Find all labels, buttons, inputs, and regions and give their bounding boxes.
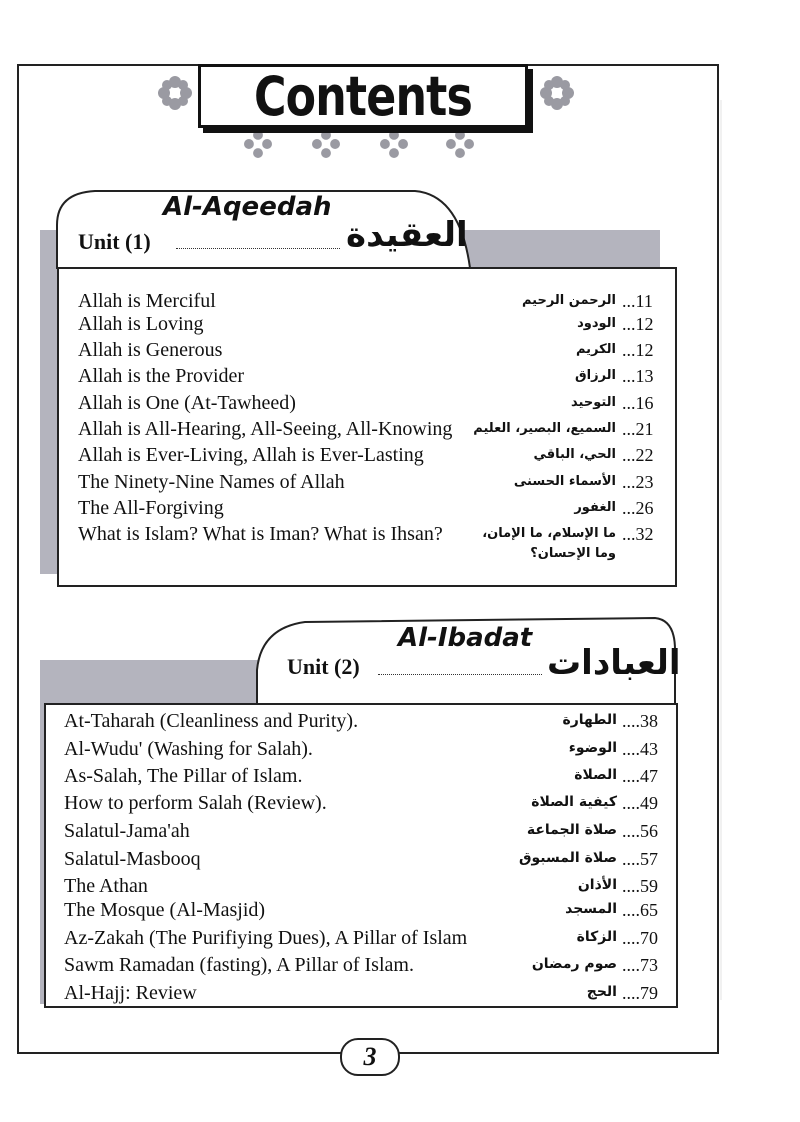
toc-item-page: ....65 <box>622 900 658 920</box>
toc-item-title: Allah is Ever-Living, Allah is Ever-Lasting <box>78 444 424 466</box>
toc-item-arabic: الحي، الباقي <box>533 447 616 462</box>
toc-item-page: ....73 <box>622 955 658 975</box>
toc-item-arabic: الصلاة <box>574 767 617 783</box>
toc-item-title: Salatul-Jama'ah <box>64 820 190 842</box>
toc-item-arabic: الطهارة <box>562 712 617 728</box>
flower-ornament-icon <box>158 76 192 110</box>
toc-item-page: ...23 <box>622 472 654 492</box>
toc-item-page: ....57 <box>622 849 658 869</box>
toc-item-page: ...12 <box>622 314 654 334</box>
toc-item-title: As-Salah, The Pillar of Islam. <box>64 765 303 787</box>
toc-item-page: ....70 <box>622 928 658 948</box>
flower-ornament-icon <box>244 130 272 158</box>
unit2-label: Unit (2) <box>287 654 360 679</box>
toc-item-title: Al-Hajj: Review <box>64 982 197 1004</box>
toc-item-arabic: الوضوء <box>568 740 617 756</box>
toc-item-page: ....49 <box>622 793 658 813</box>
toc-item-title: Salatul-Masbooq <box>64 848 201 870</box>
toc-item-title: Allah is Generous <box>78 339 223 361</box>
toc-item-arabic: الرزاق <box>575 368 616 383</box>
flower-ornament-icon <box>540 76 574 110</box>
toc-item-title: What is Islam? What is Iman? What is Ihsan? <box>78 523 443 545</box>
toc-item-page: ....59 <box>622 876 658 896</box>
toc-item-page: ...32 <box>622 524 654 544</box>
toc-item-title: Al-Wudu' (Washing for Salah). <box>64 738 313 760</box>
flower-ornament-icon <box>446 130 474 158</box>
toc-item-arabic-line2: وما الإحسان؟ <box>530 546 616 561</box>
toc-item-arabic: الودود <box>577 316 616 331</box>
toc-item-arabic: الحج <box>586 984 617 1000</box>
title-box <box>198 64 528 128</box>
toc-item-arabic: الرحمن الرحيم <box>521 293 616 308</box>
toc-item-page: ...12 <box>622 340 654 360</box>
bleed-through <box>720 100 722 1000</box>
toc-item-arabic: صلاة الجماعة <box>526 822 617 838</box>
toc-item-arabic: الأذان <box>577 877 617 893</box>
toc-item-title: The All-Forgiving <box>78 497 224 519</box>
toc-item-title: The Ninety-Nine Names of Allah <box>78 471 345 493</box>
toc-item-title: Allah is One (At-Tawheed) <box>78 392 296 414</box>
toc-item-title: How to perform Salah (Review). <box>64 792 327 814</box>
toc-item-arabic: الزكاة <box>576 929 617 945</box>
unit1-section-title: Al-Aqeedah <box>163 192 332 222</box>
unit1-arabic-title: العقيدة <box>346 215 468 255</box>
toc-item-page: ...11 <box>622 291 653 311</box>
toc-item-title: Allah is Merciful <box>78 290 216 312</box>
toc-item-page: ...16 <box>622 393 654 413</box>
toc-item-title: At-Taharah (Cleanliness and Purity). <box>64 710 359 732</box>
toc-item-page: ....79 <box>622 983 658 1003</box>
unit2-leader <box>378 674 542 675</box>
toc-item-arabic: كيفية الصلاة <box>531 794 617 810</box>
toc-item-page: ....47 <box>622 766 658 786</box>
toc-item-arabic: التوحيد <box>571 395 616 410</box>
page-number: 3 <box>363 1042 377 1071</box>
toc-item-arabic: السميع، البصير، العليم <box>473 421 616 436</box>
toc-item-arabic: ما الإسلام، ما الإمان، <box>482 526 616 541</box>
toc-item-title: Az-Zakah (The Purifiying Dues), A Pillar of Islam <box>64 927 468 949</box>
page-title: Contents <box>253 64 473 128</box>
page-number-badge <box>340 1038 400 1076</box>
toc-item-page: ...13 <box>622 366 654 386</box>
unit1-label: Unit (1) <box>78 229 151 254</box>
unit2-section-title: Al-Ibadat <box>398 623 533 653</box>
toc-item-title: Allah is Loving <box>78 313 204 335</box>
unit2-arabic-title: العبادات <box>547 643 681 683</box>
toc-item-arabic: الأسماء الحسنى <box>513 474 616 489</box>
toc-item-page: ....43 <box>622 739 658 759</box>
toc-item-title: Allah is the Provider <box>78 365 245 387</box>
toc-item-title: The Athan <box>64 875 148 897</box>
toc-item-page: ....38 <box>622 711 658 731</box>
toc-item-page: ....56 <box>622 821 658 841</box>
flower-ornament-icon <box>312 130 340 158</box>
toc-item-title: The Mosque (Al-Masjid) <box>64 899 266 921</box>
toc-item-arabic: الكريم <box>575 342 616 357</box>
toc-item-title: Allah is All-Hearing, All-Seeing, All-Knowing <box>78 418 453 440</box>
toc-item-page: ...21 <box>622 419 654 439</box>
toc-item-arabic: صلاة المسبوق <box>519 850 617 866</box>
toc-item-arabic: الغفور <box>574 500 616 515</box>
toc-item-page: ...22 <box>622 445 654 465</box>
toc-item-arabic: المسجد <box>565 901 617 917</box>
unit1-leader <box>176 248 340 249</box>
flower-ornament-icon <box>380 130 408 158</box>
toc-item-title: Sawm Ramadan (fasting), A Pillar of Islam. <box>64 954 414 976</box>
toc-item-page: ...26 <box>622 498 654 518</box>
toc-item-arabic: صوم رمضان <box>531 956 617 972</box>
